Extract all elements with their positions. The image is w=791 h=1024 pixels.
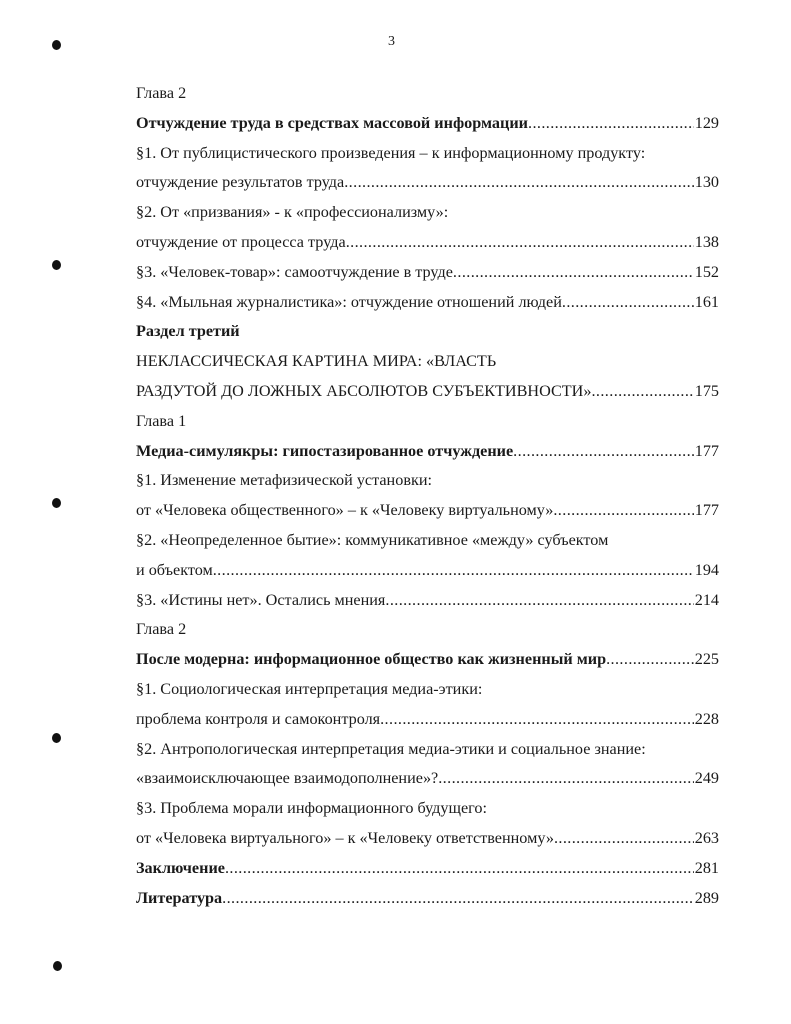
toc-entry-title: §3. «Человек-товар»: самоотчуждение в труде [136, 262, 453, 281]
table-of-contents [136, 79, 719, 913]
dot-leader [213, 556, 694, 586]
toc-text-line: §1. От публицистического произведения – к информационному продукту: [136, 143, 646, 162]
toc-entry [136, 228, 719, 258]
toc-entry-title: Заключение [136, 858, 225, 877]
toc-page-number: 281 [694, 858, 719, 877]
toc-page-number: 263 [694, 828, 719, 847]
toc-entry [136, 705, 719, 735]
toc-entry [136, 437, 719, 467]
toc-text-line: §2. От «призвания» - к «профессионализму»: [136, 203, 449, 222]
punch-hole-mark [52, 260, 61, 270]
toc-entry [136, 884, 719, 914]
dot-leader [562, 288, 694, 318]
punch-hole-mark [52, 733, 61, 743]
toc-entry-title: «взаимоисключающее взаимодополнение»? [136, 769, 439, 788]
toc-page-number: 175 [694, 381, 719, 400]
dot-leader [346, 228, 694, 258]
page-number: 3 [388, 34, 395, 49]
toc-page-number: 194 [694, 560, 719, 579]
toc-entry-title: Литература [136, 888, 223, 907]
dot-leader [513, 437, 694, 467]
toc-entry [136, 109, 719, 139]
toc-entry-title: проблема контроля и самоконтроля [136, 709, 381, 728]
dot-leader [554, 824, 694, 854]
toc-page-number: 177 [694, 501, 719, 520]
dot-leader [385, 586, 693, 616]
toc-text-line: §2. «Неопределенное бытие»: коммуникативное «между» субъектом [136, 530, 609, 549]
punch-hole-mark [53, 961, 62, 971]
toc-page-number: 129 [694, 113, 719, 132]
toc-page-number: 177 [694, 441, 719, 460]
dot-leader [380, 705, 694, 735]
dot-leader [591, 377, 693, 407]
chapter-heading: Глава 2 [136, 620, 187, 639]
section-heading: Раздел третий [136, 322, 240, 341]
toc-page-number: 249 [694, 769, 719, 788]
toc-entry [136, 258, 719, 288]
chapter-heading: Глава 1 [136, 411, 187, 430]
toc-text-line: §1. Социологическая интерпретация медиа-этики: [136, 679, 483, 698]
dot-leader [606, 645, 694, 675]
toc-text-line: §3. Проблема морали информационного будущего: [136, 799, 487, 818]
toc-page-number: 130 [694, 173, 719, 192]
toc-entry [136, 556, 719, 586]
toc-entry-title: Отчуждение труда в средствах массовой информации [136, 113, 528, 132]
toc-entry [136, 288, 719, 318]
dot-leader [528, 109, 694, 139]
toc-page-number: 228 [694, 709, 719, 728]
toc-entry [136, 645, 719, 675]
toc-text-line: НЕКЛАССИЧЕСКАЯ КАРТИНА МИРА: «ВЛАСТЬ [136, 352, 497, 371]
toc-entry-title: от «Человека виртуального» – к «Человеку ответственному» [136, 828, 554, 847]
toc-entry-title: §4. «Мыльная журналистика»: отчуждение отношений людей [136, 292, 562, 311]
toc-page-number: 152 [694, 262, 719, 281]
dot-leader [453, 258, 694, 288]
toc-page-number: 138 [694, 232, 719, 251]
dot-leader [344, 168, 693, 198]
toc-entry [136, 377, 719, 407]
punch-hole-mark [52, 40, 61, 50]
toc-entry-title: РАЗДУТОЙ ДО ЛОЖНЫХ АБСОЛЮТОВ СУБЪЕКТИВНОСТИ» [136, 381, 592, 400]
toc-entry-title: и объектом [136, 560, 213, 579]
punch-hole-mark [52, 498, 61, 508]
toc-entry [136, 824, 719, 854]
toc-entry-title: отчуждение от процесса труда [136, 232, 346, 251]
toc-page-number: 225 [694, 650, 719, 669]
toc-entry-title: §3. «Истины нет». Остались мнения [136, 590, 386, 609]
dot-leader [222, 884, 694, 914]
chapter-heading: Глава 2 [136, 84, 187, 102]
dot-leader [225, 854, 694, 884]
dot-leader [438, 764, 693, 794]
dot-leader [553, 496, 693, 526]
toc-entry [136, 496, 719, 526]
toc-entry [136, 586, 719, 616]
toc-page-number: 289 [694, 888, 719, 907]
toc-entry [136, 854, 719, 884]
toc-entry-title: Медиа-симулякры: гипостазированное отчуждение [136, 441, 514, 460]
toc-text-line: §2. Антропологическая интерпретация медиа-этики и социальное знание: [136, 739, 646, 758]
toc-page-number: 161 [694, 292, 719, 311]
toc-entry [136, 764, 719, 794]
toc-entry-title: от «Человека общественного» – к «Человеку виртуальному» [136, 501, 554, 520]
toc-text-line: §1. Изменение метафизической установки: [136, 471, 432, 490]
toc-entry-title: отчуждение результатов труда [136, 173, 345, 192]
toc-entry-title: После модерна: информационное общество как жизненный мир [136, 650, 607, 669]
toc-entry [136, 168, 719, 198]
toc-page-number: 214 [694, 590, 719, 609]
